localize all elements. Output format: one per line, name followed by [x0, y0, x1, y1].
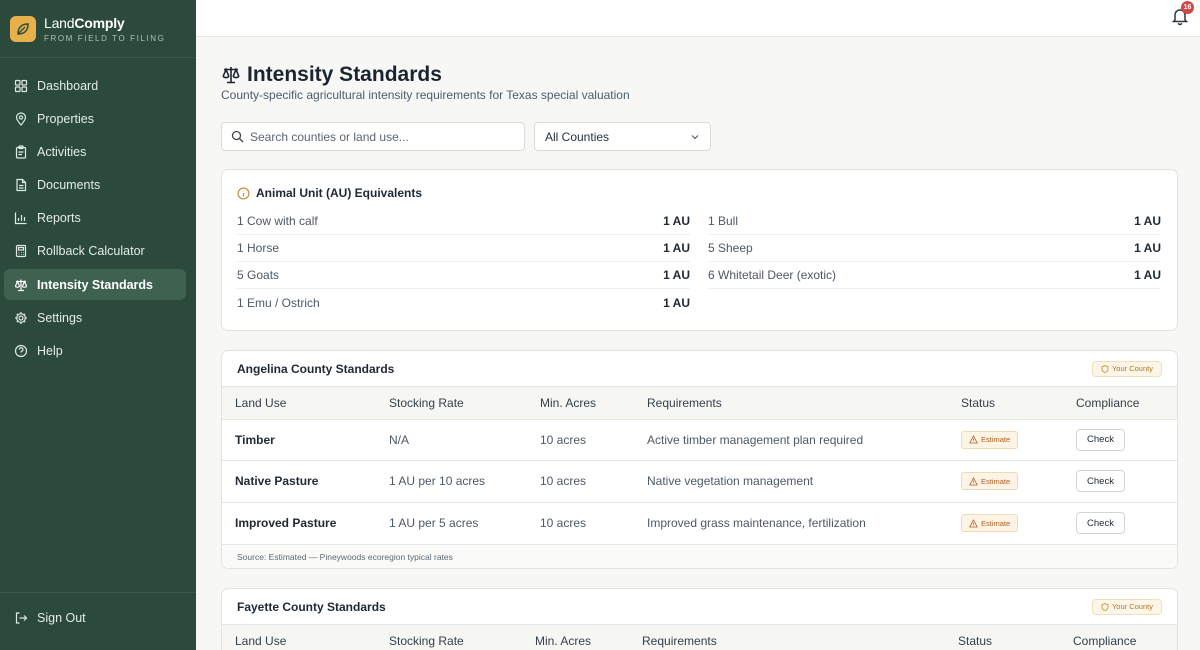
- stocking-rate-cell: 1 AU per 10 acres: [389, 474, 486, 489]
- chevron-down-icon: [690, 132, 700, 142]
- brand[interactable]: [0, 0, 196, 58]
- search-input[interactable]: [250, 130, 510, 144]
- au-row: [708, 208, 1161, 235]
- au-row: [237, 235, 690, 262]
- au-equivalents-title: Animal Unit (AU) Equivalents: [256, 186, 423, 200]
- column-header-min-acres: Min. Acres: [535, 634, 592, 648]
- compliance-cell: [1076, 461, 1177, 503]
- column-header-status: Status: [958, 634, 993, 648]
- au-row-label: 5 Sheep: [708, 241, 753, 255]
- sidebar-item-label: Dashboard: [37, 78, 99, 93]
- bar-chart-icon: [14, 211, 28, 225]
- brand-tagline: FROM FIELD TO FILING: [44, 33, 166, 43]
- document-icon: [14, 178, 28, 192]
- warning-icon: [969, 477, 978, 486]
- column-header-stocking-rate: Stocking Rate: [389, 395, 464, 410]
- shield-icon: [1101, 603, 1109, 611]
- search-box[interactable]: [221, 122, 525, 151]
- sidebar-divider: [0, 592, 196, 593]
- column-header-status: Status: [961, 395, 996, 410]
- county-select[interactable]: [534, 122, 711, 151]
- sidebar-nav: [4, 70, 186, 369]
- land-use-cell: Native Pasture: [235, 474, 319, 489]
- your-county-badge: Your County: [1092, 599, 1162, 615]
- status-cell: [961, 461, 1076, 503]
- sidebar-item-intensity-standards[interactable]: [4, 269, 186, 300]
- sidebar-item-settings[interactable]: [4, 302, 186, 333]
- sidebar-item-label: Reports: [37, 211, 81, 226]
- your-county-badge: Your County: [1092, 361, 1162, 377]
- column-header-compliance: Compliance: [1076, 395, 1140, 410]
- page-title: Intensity Standards: [247, 63, 442, 86]
- scale-icon: [221, 65, 241, 85]
- grid-icon: [14, 79, 28, 93]
- au-equivalents-card: [221, 169, 1178, 331]
- au-row: [708, 235, 1161, 262]
- estimate-badge: Estimate: [961, 472, 1018, 490]
- county-select-value: All Counties: [545, 129, 610, 144]
- column-header-stocking-rate: Stocking Rate: [389, 634, 464, 648]
- county-card-header: [222, 589, 1177, 625]
- table-row: [222, 461, 1177, 503]
- sidebar-item-documents[interactable]: [4, 170, 186, 201]
- au-equivalents-header: [237, 186, 422, 200]
- standards-table: [222, 625, 1177, 650]
- sidebar-item-properties[interactable]: [4, 103, 186, 134]
- au-row-label: 6 Whitetail Deer (exotic): [708, 268, 837, 282]
- au-row-value: 1 AU: [663, 214, 690, 228]
- column-header-min-acres: Min. Acres: [540, 395, 597, 410]
- sidebar-item-label: Properties: [37, 111, 94, 126]
- au-row-value: 1 AU: [1134, 241, 1161, 255]
- estimate-badge: Estimate: [961, 514, 1018, 532]
- compliance-cell: [1076, 419, 1177, 461]
- status-cell: [961, 419, 1076, 461]
- sidebar-item-dashboard[interactable]: [4, 70, 186, 101]
- table-header-row: [222, 625, 1177, 650]
- table-row: [222, 419, 1177, 461]
- requirements-cell: Native vegetation management: [647, 474, 814, 489]
- page-subtitle: County-specific agricultural intensity requirements for Texas special valuation: [221, 88, 630, 102]
- au-row-label: 5 Goats: [237, 268, 280, 282]
- page-header: [221, 63, 442, 87]
- topbar: [196, 0, 1200, 37]
- au-row-value: 1 AU: [1134, 268, 1161, 282]
- county-title: Fayette County Standards: [237, 599, 386, 614]
- status-cell: [961, 502, 1076, 544]
- au-row: [237, 262, 690, 289]
- sidebar-item-label: Activities: [37, 144, 87, 159]
- sidebar-item-rollback-calculator[interactable]: [4, 236, 186, 267]
- column-header-land-use: Land Use: [235, 634, 287, 648]
- county-standards-card: [221, 350, 1178, 569]
- au-row-label: 1 Bull: [708, 214, 739, 228]
- standards-table: [222, 387, 1177, 544]
- search-icon: [231, 130, 244, 143]
- table-header-row: [222, 387, 1177, 419]
- main-content: [196, 37, 1200, 650]
- warning-icon: [969, 519, 978, 528]
- gear-icon: [14, 311, 28, 325]
- land-use-cell: Improved Pasture: [235, 516, 337, 530]
- sidebar: [0, 0, 196, 650]
- stocking-rate-cell: N/A: [389, 432, 410, 447]
- shield-icon: [1101, 365, 1109, 373]
- sidebar-item-label: Rollback Calculator: [37, 244, 145, 259]
- sidebar-item-label: Help: [37, 344, 63, 358]
- sign-out-icon: [14, 611, 28, 625]
- au-row: [237, 208, 690, 235]
- warning-icon: [969, 435, 978, 444]
- land-use-cell: Timber: [235, 432, 275, 447]
- county-standards-card: [221, 588, 1178, 650]
- stocking-rate-cell: 1 AU per 5 acres: [389, 516, 479, 530]
- brand-name: LandComply: [44, 14, 125, 31]
- estimate-badge: Estimate: [961, 431, 1018, 449]
- notifications-button[interactable]: [1170, 6, 1190, 26]
- county-card-header: [222, 351, 1177, 387]
- au-row: [708, 262, 1161, 289]
- column-header-requirements: Requirements: [647, 395, 722, 410]
- source-note: Source: Estimated — Pineywoods ecoregion typical rates: [222, 544, 1177, 570]
- map-pin-icon: [14, 112, 28, 126]
- clipboard-icon: [14, 145, 28, 159]
- help-icon: [14, 344, 28, 358]
- sidebar-item-help[interactable]: [4, 336, 186, 367]
- sidebar-item-label: Settings: [37, 310, 83, 325]
- column-header-land-use: Land Use: [235, 395, 287, 410]
- scale-icon: [14, 278, 28, 292]
- min-acres-cell: 10 acres: [540, 516, 587, 530]
- column-header-compliance: Compliance: [1073, 634, 1137, 648]
- sign-out-label: Sign Out: [37, 611, 86, 625]
- min-acres-cell: 10 acres: [540, 432, 587, 447]
- check-button[interactable]: Check: [1076, 470, 1125, 492]
- compliance-cell: [1076, 502, 1177, 544]
- min-acres-cell: 10 acres: [540, 474, 587, 489]
- au-row-value: 1 AU: [663, 241, 690, 255]
- check-button[interactable]: Check: [1076, 429, 1125, 451]
- leaf-logo-icon: [10, 16, 36, 42]
- sidebar-item-label: Intensity Standards: [37, 277, 153, 292]
- au-row-label: 1 Emu / Ostrich: [237, 295, 320, 310]
- sign-out-button[interactable]: [4, 603, 186, 633]
- au-row-label: 1 Cow with calf: [237, 214, 318, 228]
- au-row: [237, 289, 690, 316]
- sidebar-item-reports[interactable]: [4, 203, 186, 234]
- info-icon: [237, 187, 250, 200]
- sidebar-item-activities[interactable]: [4, 136, 186, 167]
- notification-count-badge: 16: [1181, 1, 1194, 14]
- au-row-value: 1 AU: [1134, 214, 1161, 228]
- table-row: [222, 502, 1177, 544]
- county-title: Angelina County Standards: [237, 361, 395, 376]
- check-button[interactable]: Check: [1076, 512, 1125, 534]
- au-row-value: 1 AU: [663, 295, 690, 310]
- column-header-requirements: Requirements: [642, 634, 717, 648]
- requirements-cell: Active timber management plan required: [647, 432, 864, 447]
- calculator-icon: [14, 244, 28, 258]
- au-row-label: 1 Horse: [237, 241, 280, 255]
- requirements-cell: Improved grass maintenance, fertilization: [647, 516, 866, 530]
- sidebar-item-label: Documents: [37, 178, 101, 193]
- au-row-value: 1 AU: [663, 268, 690, 282]
